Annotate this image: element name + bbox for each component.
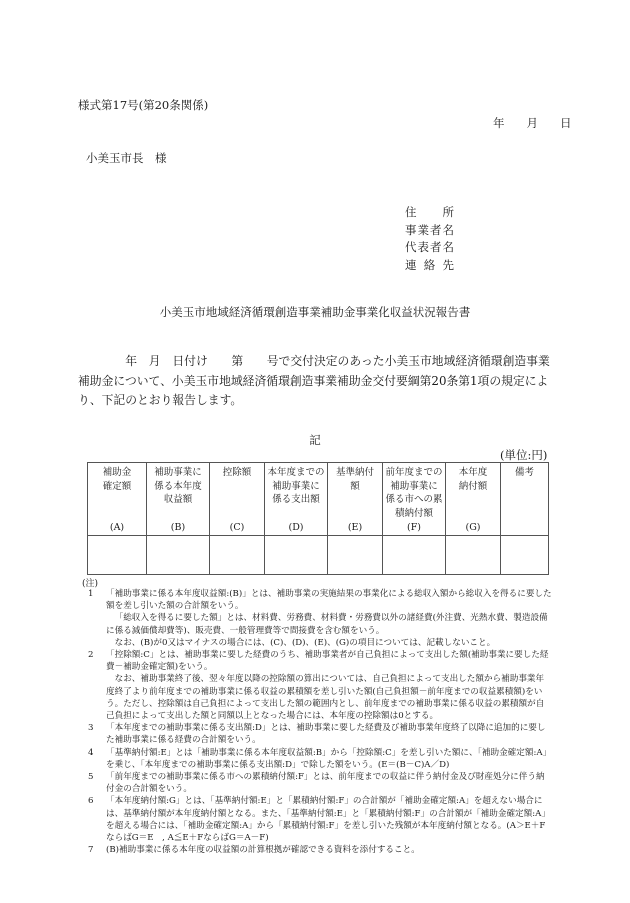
column-header: [147, 463, 210, 536]
column-header-line: 基準納付: [335, 467, 374, 478]
note-number: 1: [88, 589, 94, 599]
table-cell[interactable]: [383, 536, 446, 575]
column-header: [328, 463, 383, 536]
sender-field: [405, 257, 454, 275]
column-header-line: 本年度: [458, 467, 488, 478]
column-header: [446, 463, 501, 536]
note-text: [106, 747, 552, 771]
column-header: [265, 463, 328, 536]
ki-heading: 記: [309, 433, 321, 447]
column-header-line: 額: [350, 480, 360, 492]
addressee: 小美玉市長 様: [86, 151, 167, 165]
sender-field: [405, 239, 454, 257]
sender-field-char: 先: [442, 257, 454, 272]
sender-field-char: 表: [417, 240, 429, 254]
table-cell[interactable]: [147, 536, 210, 575]
column-header-line: 係る市への累: [385, 494, 443, 505]
column-code: (D): [288, 522, 304, 533]
note-item: [82, 722, 552, 746]
column-header: [210, 463, 265, 536]
sender-field-char: 代: [405, 240, 417, 254]
column-header-line: 納付額: [458, 480, 488, 492]
column-header-line: 本年度までの: [267, 467, 325, 478]
sender-field-char: 業: [417, 222, 429, 237]
column-header: [501, 463, 549, 536]
column-code: (E): [347, 522, 363, 533]
column-header-line: 積納付額: [394, 507, 433, 519]
column-header-line: 補助事業に: [390, 480, 438, 492]
date-line: [493, 115, 572, 131]
note-paragraph: 「本年度納付額:G」とは、「基準納付額:E」と「累積納付額:F」の合計額が「補助金確定額:A」を超えない場合には、基準納付額が本年度納付額となる。また、「基準納付額:E」と「累積納付額:F」の合計額が「補助金確定額:A」を超える場合には、「補助金確定額:A」から「累積納付額:F」を差し引いた残額が本年度納付額となる。(A＞E＋FならばG＝E , A≦E＋FならばG＝A－F): [106, 796, 550, 844]
sender-field-char: 住: [405, 205, 417, 219]
column-code: (G): [465, 522, 481, 533]
note-paragraph: 「補助事業に係る本年度収益額:(B)」とは、補助事業の実施結果の事業化による総収入額から総収入を得るに要した額を差し引いた額の合計額をいう。: [106, 589, 552, 612]
note-text: [106, 588, 552, 649]
column-code: (F): [406, 522, 421, 533]
unit-label: (単位:円): [500, 448, 548, 462]
table-cell[interactable]: [88, 536, 147, 575]
note-text: [106, 844, 552, 856]
date-year: 年: [493, 116, 505, 130]
column-code: (B): [170, 522, 186, 533]
table-body: [88, 536, 549, 575]
sender-field: [405, 204, 454, 222]
date-day: 日: [560, 116, 572, 130]
sender-block: [405, 204, 454, 274]
sender-field-char: 名: [442, 222, 454, 237]
table-cell[interactable]: [446, 536, 501, 575]
note-text: [106, 771, 552, 795]
column-header-line: 控除額: [222, 467, 252, 478]
note-item: [82, 588, 552, 649]
note-number: 6: [88, 796, 94, 807]
column-header-line: 収益額: [163, 494, 193, 505]
column-header-line: 補助事業に: [272, 480, 320, 492]
note-paragraph: なお、(B)が0又はマイナスの場合には、(C)、(D)、(E)、(G)の項目については、記載しないこと。: [114, 637, 496, 648]
column-header-line: 係る本年度: [154, 480, 202, 492]
note-item: [82, 771, 552, 795]
note-paragraph: 「前年度までの補助事業に係る市への累積納付額:F」とは、前年度までの収益に伴う納付金及び財産処分に伴う納付金の合計額をいう。: [106, 772, 545, 795]
column-header-line: 確定額: [102, 480, 132, 492]
note-item: [82, 795, 552, 844]
column-header-line: 補助事業に: [154, 467, 202, 478]
note-paragraph: 「控除額:C」とは、補助事業に要した経費のうち、補助事業者が自己負担によって支出した額(補助事業に要した経費－補助金確定額)をいう。: [106, 650, 549, 673]
sender-field-char: 名: [442, 240, 454, 254]
form-number: 様式第17号(第20条関係): [78, 98, 209, 112]
notes-list: [82, 588, 552, 856]
note-text: [106, 795, 552, 844]
table-cell[interactable]: [265, 536, 328, 575]
note-paragraph: 「基準納付額:E」とは「補助事業に係る本年度収益額:B」から「控除額:C」を差し引いた額に、「補助金確定額:A」を乗じ、「本年度までの補助事業に係る支出額:D」で除した額をいう。(E＝(B－C)A／D): [106, 747, 552, 770]
table-row: [88, 536, 549, 575]
sender-field-char: 者: [430, 222, 442, 237]
note-item: [82, 844, 552, 856]
note-item: [82, 747, 552, 771]
note-paragraph: なお、補助事業終了後、翌々年度以降の控除額の算出については、自己負担によって支出した額から補助事業年度終了より前年度までの補助事業に係る収益の累積額を差し引いた額(自己負担額－前年度までの収益累積額)をいう。ただし、控除額は自己負担によって支出した額の範囲内とし、前年度までの補助事業に係る収益の累積額が自己負担によって支出した額と同額以上となった場合には、本年度の控除額は0とする。: [106, 674, 545, 722]
note-number: 7: [88, 845, 94, 856]
note-number: 2: [88, 650, 94, 661]
sender-field-char: 絡: [423, 257, 436, 272]
date-month: 月: [526, 116, 538, 130]
column-code: (C): [229, 522, 245, 533]
note-number: 5: [88, 772, 94, 783]
note-text: [106, 722, 552, 746]
report-table: [87, 462, 549, 575]
note-text: [106, 649, 552, 722]
notes-label: (注): [82, 579, 99, 589]
column-header-line: 備考: [514, 467, 534, 478]
table-cell[interactable]: [328, 536, 383, 575]
table-header-row: [88, 463, 549, 536]
document-title: 小美玉市地域経済循環創造事業補助金事業化収益状況報告書: [159, 305, 471, 319]
note-number: 3: [88, 723, 94, 734]
note-paragraph: 「本年度までの補助事業に係る支出額:D」とは、補助事業に要した経費及び補助事業年度終了以降に追加的に要した補助事業に係る経費の合計額をいう。: [106, 723, 546, 746]
column-header-line: 補助金: [102, 467, 132, 478]
sender-field-char: 者: [430, 240, 442, 254]
note-number: 4: [88, 747, 94, 758]
column-header-line: 係る支出額: [272, 494, 320, 505]
sender-field-char: 事: [405, 222, 417, 237]
column-header: [383, 463, 446, 536]
sender-field: [405, 222, 454, 240]
sender-field-char: 連: [405, 257, 417, 272]
table-cell[interactable]: [501, 536, 549, 575]
column-code: (A): [109, 522, 125, 533]
note-paragraph: (B)補助事業に係る本年度の収益額の計算根拠が確認できる資料を添付すること。: [106, 845, 420, 856]
body-text: [78, 352, 558, 411]
sender-field-char: 所: [442, 205, 454, 219]
column-header: [88, 463, 147, 536]
table-cell[interactable]: [210, 536, 265, 575]
body-paragraph: 年 月 日付け 第 号で交付決定のあった小美玉市地域経済循環創造事業補助金について、小美玉市地域経済循環創造事業補助金交付要綱第20条第1項の規定により、下記のとおり報告します。: [78, 354, 550, 407]
column-header-line: 前年度までの: [385, 467, 443, 478]
note-paragraph: 「総収入を得るに要した額」とは、材料費、労務費、材料費・労務費以外の諸経費(外注費、光熱水費、製造設備に係る減価償却費等)、販売費、一般管理費等で間接費を含む額をいう。: [106, 613, 548, 636]
note-item: [82, 649, 552, 722]
